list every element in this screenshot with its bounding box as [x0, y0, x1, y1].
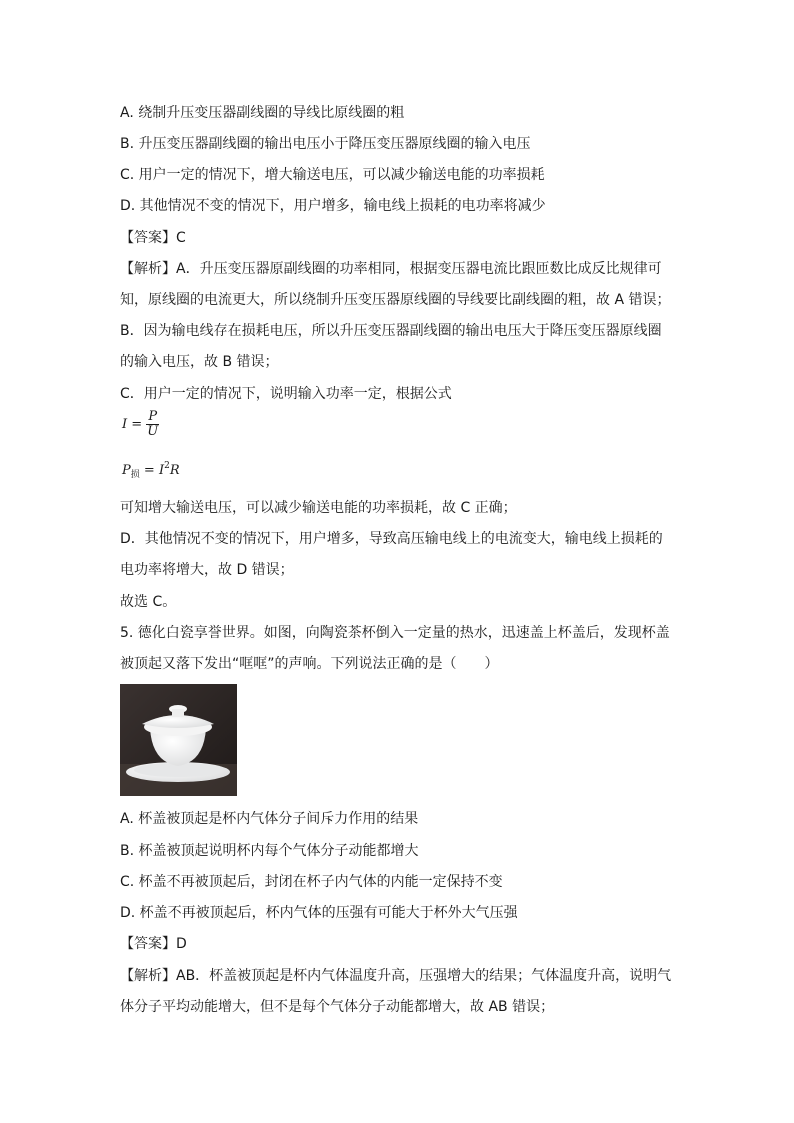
- q4-option-b: B. 升压变压器副线圈的输出电压小于降压变压器原线圈的输入电压: [120, 136, 531, 152]
- q4-analysis-line: 【解析】A．升压变压器原副线圈的功率相同，根据变压器电流比跟匝数比成反比规律可: [120, 261, 662, 277]
- q4-analysis-line: 电功率将增大，故 D 错误；: [120, 562, 294, 578]
- q4-analysis-line: 的输入电压，故 B 错误；: [120, 354, 279, 370]
- q4-option-d: D. 其他情况不变的情况下，用户增多，输电线上损耗的电功率将减少: [120, 198, 546, 214]
- q4-option-a: A. 绕制升压变压器副线圈的导线比原线圈的粗: [120, 105, 405, 121]
- q4-analysis-line: 可知增大输送电压，可以减少输送电能的功率损耗，故 C 正确；: [120, 500, 517, 516]
- q4-option-c: C. 用户一定的情况下，增大输送电压，可以减少输送电能的功率损耗: [120, 167, 545, 183]
- formula-power-loss: $P_损 = I^2R$: [122, 461, 180, 480]
- q5-option-d: D. 杯盖不再被顶起后，杯内气体的压强有可能大于杯外大气压强: [120, 905, 518, 921]
- q5-option-a: A. 杯盖被顶起是杯内气体分子间斥力作用的结果: [120, 811, 419, 827]
- q4-analysis-line: C．用户一定的情况下，说明输入功率一定，根据公式: [120, 386, 452, 402]
- teacup-photo: [120, 684, 237, 796]
- q4-analysis-line: B．因为输电线存在损耗电压，所以升压变压器副线圈的输出电压大于降压变压器原线圈: [120, 323, 662, 339]
- fraction: $\frac{P}{U}$: [147, 409, 159, 439]
- q5-analysis-line: 体分子平均动能增大，但不是每个气体分子动能都增大，故 AB 错误；: [120, 999, 555, 1015]
- q4-analysis-line: D．其他情况不变的情况下，用户增多，导致高压输电线上的电流变大，输电线上损耗的: [120, 531, 663, 547]
- q5-stem-line: 5. 德化白瓷享誉世界。如图，向陶瓷茶杯倒入一定量的热水，迅速盖上杯盖后，发现杯盖: [120, 625, 670, 641]
- q5-answer: 【答案】D: [120, 936, 187, 952]
- teacup-illustration: [120, 684, 237, 796]
- q5-stem-line: 被顶起又落下发出“哐哐”的声响。下列说法正确的是（ ）: [120, 656, 499, 672]
- q4-answer: 【答案】C: [120, 230, 186, 246]
- q5-option-b: B. 杯盖被顶起说明杯内每个气体分子动能都增大: [120, 843, 419, 859]
- q5-analysis-line: 【解析】AB．杯盖被顶起是杯内气体温度升高，压强增大的结果；气体温度升高，说明气: [120, 968, 672, 984]
- q4-analysis-line: 知，原线圈的电流更大，所以绕制升压变压器原线圈的导线要比副线圈的粗，故 A 错误；: [120, 292, 671, 308]
- q5-option-c: C. 杯盖不再被顶起后，封闭在杯子内气体的内能一定保持不变: [120, 874, 503, 890]
- q4-analysis-line: 故选 C。: [120, 594, 177, 610]
- formula-current: I = $\frac{P}{U}$: [122, 409, 159, 439]
